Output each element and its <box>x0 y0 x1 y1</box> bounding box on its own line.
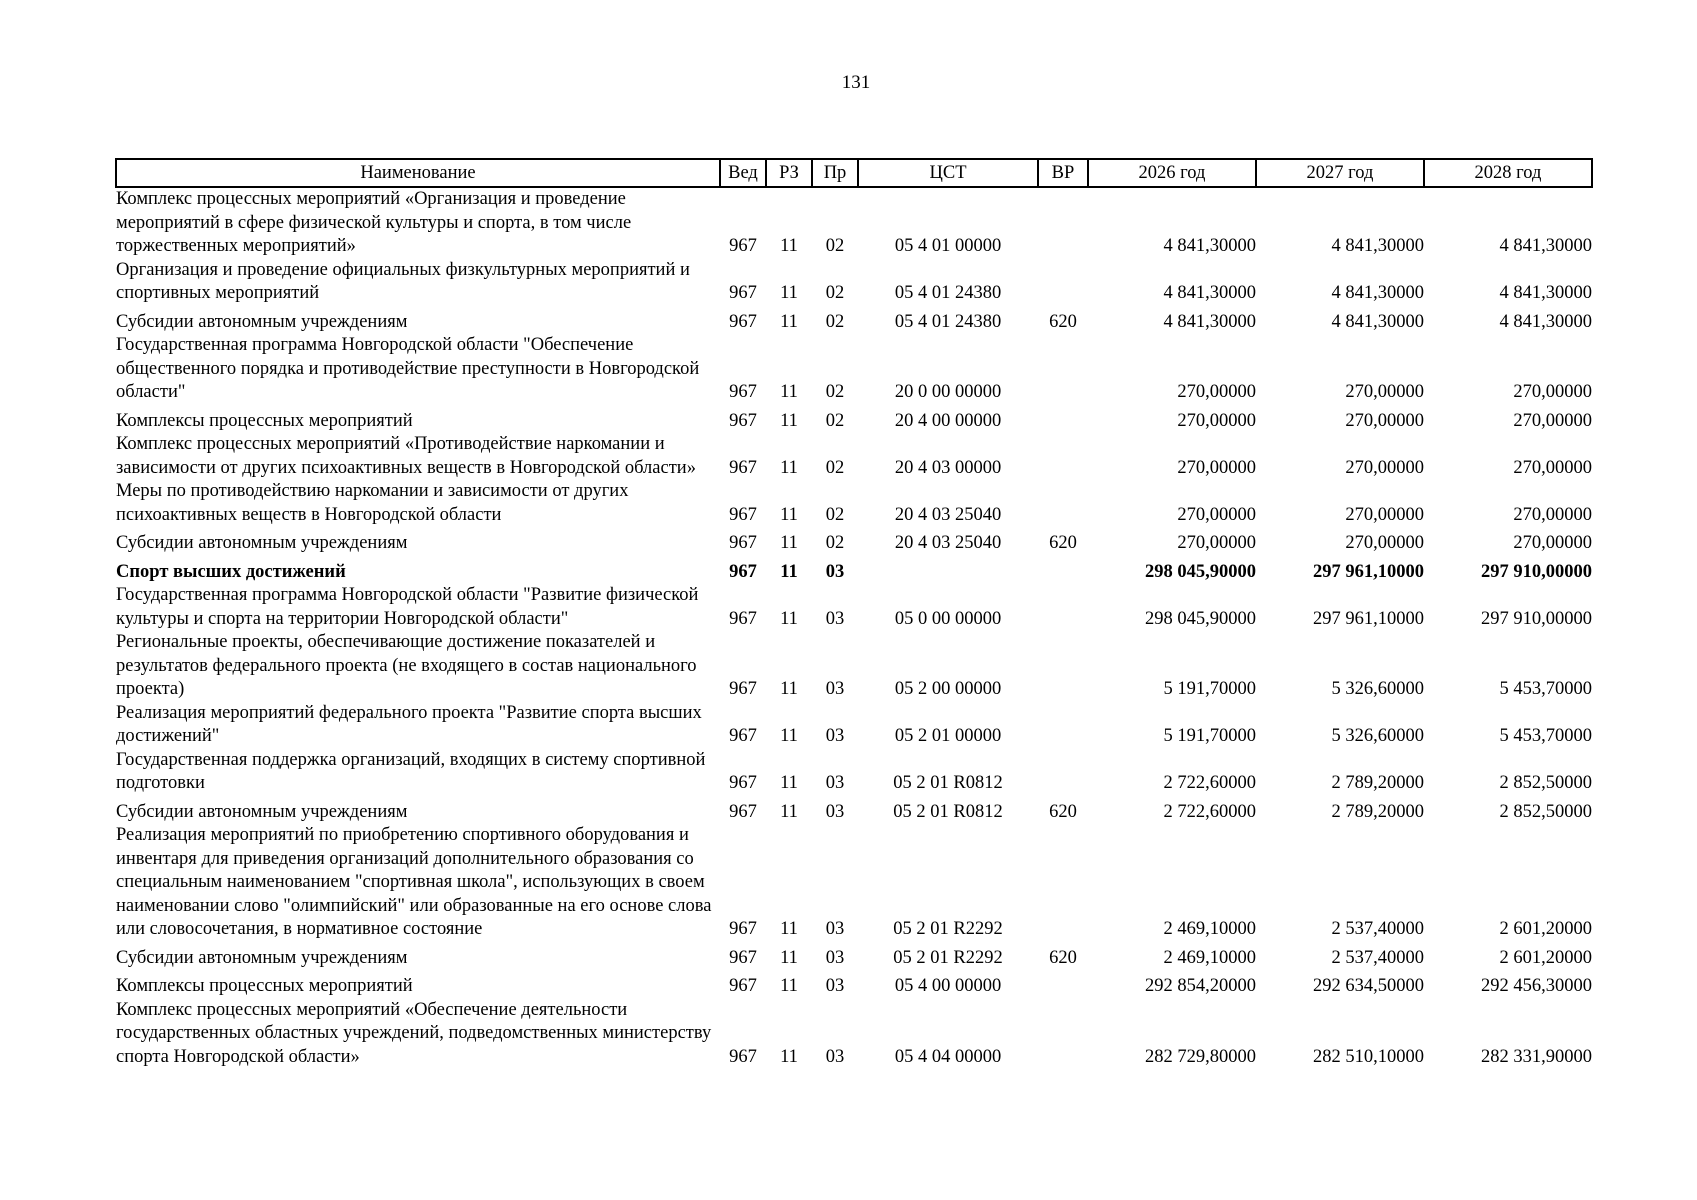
cell-cst: 05 4 01 24380 <box>894 283 1002 303</box>
table-row <box>116 259 1592 306</box>
cell-2028: 270,00000 <box>1513 504 1592 525</box>
cell-rz: 11 <box>780 311 798 332</box>
table-row <box>116 433 1592 480</box>
cell-ved: 967 <box>729 679 757 699</box>
cell-2026: 2 722,60000 <box>1163 801 1256 822</box>
budget-table <box>115 158 1593 1069</box>
cell-cst: 05 2 01 00000 <box>894 726 1002 746</box>
cell-2028: 282 331,90000 <box>1481 1046 1592 1067</box>
cell-2026: 4 841,30000 <box>1163 236 1256 256</box>
cell-2027: 2 537,40000 <box>1331 919 1424 939</box>
cell-ved: 967 <box>729 919 757 939</box>
cell-rz: 11 <box>780 504 798 525</box>
cell-2028: 5 453,70000 <box>1499 679 1592 699</box>
cell-cst: 20 0 00 00000 <box>894 382 1002 402</box>
cell-rz: 11 <box>780 410 798 431</box>
table-row <box>116 405 1592 434</box>
cell-2028: 270,00000 <box>1513 457 1592 478</box>
cell-name: Меры по противодействию наркомании и зависимости от других психоактивных веществ в Новгородской области <box>116 481 629 525</box>
cell-2027: 270,00000 <box>1345 382 1424 402</box>
cell-2027: 297 961,10000 <box>1313 608 1424 629</box>
cell-name: Субсидии автономным учреждениям <box>116 311 408 332</box>
cell-pr: 02 <box>825 533 845 553</box>
cell-rz: 11 <box>780 726 798 746</box>
cell-pr: 02 <box>825 457 845 478</box>
cell-2028: 2 852,50000 <box>1499 773 1592 793</box>
cell-2028: 297 910,00000 <box>1481 608 1592 629</box>
cell-cst: 05 2 01 R2292 <box>893 947 1003 968</box>
cell-2027: 2 537,40000 <box>1331 947 1424 968</box>
cell-rz: 11 <box>780 773 798 793</box>
cell-2028: 4 841,30000 <box>1499 311 1592 332</box>
cell-name: Организация и проведение официальных физкультурных мероприятий и спортивных мероприятий <box>116 259 690 303</box>
cell-2026: 4 841,30000 <box>1163 311 1256 332</box>
header-2028: 2028 год <box>1424 159 1592 187</box>
cell-pr: 02 <box>825 382 845 402</box>
cell-2026: 270,00000 <box>1177 410 1256 431</box>
header-2027: 2027 год <box>1256 159 1424 187</box>
cell-vr: 620 <box>1049 947 1077 968</box>
cell-rz: 11 <box>780 947 798 968</box>
cell-ved: 967 <box>729 773 757 793</box>
cell-name: Государственная программа Новгородской области "Развитие физической культуры и спорта на территории Новгородской области" <box>116 585 699 629</box>
cell-name: Государственная поддержка организаций, входящих в систему спортивной подготовки <box>116 749 706 793</box>
cell-2026: 270,00000 <box>1177 457 1256 478</box>
cell-name: Комплекс процессных мероприятий «Организация и проведение мероприятий в сфере физической культуры и спорта, в том числе торжественных мероприятий» <box>116 189 632 256</box>
cell-2027: 270,00000 <box>1345 533 1424 553</box>
cell-name: Спорт высших достижений <box>116 561 346 582</box>
cell-cst: 05 4 01 24380 <box>894 311 1002 332</box>
cell-name: Реализация мероприятий по приобретению спортивного оборудования и инвентаря для приведения организаций дополнительного образования со специальным наименованием "спортивная школа", использующих в своем наименовании слово "олимпийский" или образованные на его основе слова или словосочетания, в нормативное состояние <box>116 825 712 939</box>
cell-pr: 02 <box>825 410 845 431</box>
cell-2026: 5 191,70000 <box>1163 726 1256 746</box>
cell-name: Субсидии автономным учреждениям <box>116 533 408 553</box>
cell-vr <box>1038 259 1088 306</box>
cell-rz: 11 <box>780 236 798 256</box>
page-number: 131 <box>841 72 871 93</box>
cell-vr <box>1038 702 1088 749</box>
cell-2028: 5 453,70000 <box>1499 726 1592 746</box>
cell-2028: 4 841,30000 <box>1499 283 1592 303</box>
cell-2027: 4 841,30000 <box>1331 283 1424 303</box>
table-row <box>116 702 1592 749</box>
cell-pr: 02 <box>825 311 845 332</box>
cell-cst: 20 4 03 25040 <box>894 533 1002 553</box>
cell-cst: 05 2 01 R0812 <box>893 773 1003 793</box>
cell-pr: 03 <box>825 801 845 822</box>
cell-vr <box>1038 584 1088 631</box>
cell-vr <box>1038 824 1088 942</box>
table-row <box>116 970 1592 999</box>
cell-2027: 5 326,60000 <box>1331 679 1424 699</box>
cell-pr: 03 <box>825 773 845 793</box>
cell-ved: 967 <box>729 726 757 746</box>
cell-name: Комплексы процессных мероприятий <box>116 410 413 431</box>
table-row <box>116 796 1592 825</box>
cell-vr <box>1038 187 1088 259</box>
cell-cst: 05 2 01 R2292 <box>893 919 1003 939</box>
header-ved: Вед <box>720 159 766 187</box>
cell-pr: 02 <box>825 236 845 256</box>
cell-name: Реализация мероприятий федерального проекта "Развитие спорта высших достижений" <box>116 702 702 746</box>
cell-name: Комплекс процессных мероприятий «Обеспечение деятельности государственных областных учреждений, подведомственных министерству спорта Новгородской области» <box>116 999 712 1067</box>
table-row <box>116 187 1592 259</box>
cell-pr: 03 <box>825 726 845 746</box>
cell-2028: 2 852,50000 <box>1499 801 1592 822</box>
cell-2026: 270,00000 <box>1177 533 1256 553</box>
cell-vr <box>1038 556 1088 585</box>
cell-cst: 05 4 00 00000 <box>894 976 1002 996</box>
cell-ved: 967 <box>729 236 757 256</box>
table-row <box>116 334 1592 405</box>
table-row <box>116 306 1592 335</box>
cell-rz: 11 <box>780 382 798 402</box>
cell-ved: 967 <box>729 976 757 996</box>
cell-2028: 297 910,00000 <box>1481 561 1592 582</box>
cell-2027: 292 634,50000 <box>1313 976 1424 996</box>
cell-pr: 02 <box>825 504 845 525</box>
cell-cst <box>858 556 1038 585</box>
table-row <box>116 824 1592 942</box>
cell-pr: 03 <box>825 1046 845 1067</box>
cell-2027: 270,00000 <box>1345 457 1424 478</box>
cell-ved: 967 <box>729 561 757 582</box>
table-row <box>116 631 1592 702</box>
cell-vr <box>1038 480 1088 527</box>
cell-vr: 620 <box>1049 311 1077 332</box>
table-row <box>116 942 1592 971</box>
cell-name: Субсидии автономным учреждениям <box>116 947 408 968</box>
table-row <box>116 999 1592 1070</box>
cell-cst: 05 4 04 00000 <box>894 1046 1002 1067</box>
header-pr: Пр <box>812 159 858 187</box>
cell-rz: 11 <box>780 561 798 582</box>
cell-2028: 2 601,20000 <box>1499 947 1592 968</box>
cell-rz: 11 <box>780 679 798 699</box>
cell-cst: 05 0 00 00000 <box>894 608 1002 629</box>
cell-ved: 967 <box>729 947 757 968</box>
cell-pr: 03 <box>825 561 845 582</box>
header-2026: 2026 год <box>1088 159 1256 187</box>
cell-pr: 03 <box>825 919 845 939</box>
cell-vr: 620 <box>1049 533 1077 553</box>
cell-rz: 11 <box>780 919 798 939</box>
cell-2027: 2 789,20000 <box>1331 773 1424 793</box>
cell-2026: 282 729,80000 <box>1145 1046 1256 1067</box>
cell-2026: 2 722,60000 <box>1163 773 1256 793</box>
cell-pr: 03 <box>825 947 845 968</box>
cell-2026: 292 854,20000 <box>1145 976 1256 996</box>
cell-name: Комплексы процессных мероприятий <box>116 976 413 996</box>
cell-rz: 11 <box>780 1046 798 1067</box>
cell-vr <box>1038 749 1088 796</box>
cell-rz: 11 <box>780 283 798 303</box>
cell-name: Комплекс процессных мероприятий «Противодействие наркомании и зависимости от других психоактивных веществ в Новгородской области» <box>116 434 696 478</box>
cell-vr <box>1038 334 1088 405</box>
cell-2026: 270,00000 <box>1177 504 1256 525</box>
cell-2026: 298 045,90000 <box>1145 561 1256 582</box>
cell-2027: 297 961,10000 <box>1313 561 1424 582</box>
cell-ved: 967 <box>729 311 757 332</box>
cell-cst: 20 4 00 00000 <box>894 410 1002 431</box>
cell-2026: 4 841,30000 <box>1163 283 1256 303</box>
cell-2027: 270,00000 <box>1345 504 1424 525</box>
cell-cst: 05 2 01 R0812 <box>893 801 1003 822</box>
cell-2028: 292 456,30000 <box>1481 976 1592 996</box>
cell-2027: 4 841,30000 <box>1331 311 1424 332</box>
cell-pr: 03 <box>825 679 845 699</box>
table-header-row <box>116 159 1592 187</box>
cell-cst: 05 4 01 00000 <box>894 236 1002 256</box>
cell-2026: 270,00000 <box>1177 382 1256 402</box>
table-row-section <box>116 556 1592 585</box>
cell-2028: 4 841,30000 <box>1499 236 1592 256</box>
cell-vr <box>1038 970 1088 999</box>
cell-ved: 967 <box>729 283 757 303</box>
cell-2028: 2 601,20000 <box>1499 919 1592 939</box>
cell-2026: 298 045,90000 <box>1145 608 1256 629</box>
header-cst: ЦСТ <box>858 159 1038 187</box>
cell-rz: 11 <box>780 533 798 553</box>
cell-2026: 5 191,70000 <box>1163 679 1256 699</box>
cell-rz: 11 <box>780 801 798 822</box>
table-row <box>116 480 1592 527</box>
cell-rz: 11 <box>780 976 798 996</box>
table-row <box>116 749 1592 796</box>
cell-vr <box>1038 631 1088 702</box>
cell-pr: 02 <box>825 283 845 303</box>
cell-2027: 282 510,10000 <box>1313 1046 1424 1067</box>
cell-name: Государственная программа Новгородской области "Обеспечение общественного порядка и противодействие преступности в Новгородской области" <box>116 335 700 402</box>
cell-vr <box>1038 405 1088 434</box>
header-vr: ВР <box>1038 159 1088 187</box>
cell-ved: 967 <box>729 457 757 478</box>
header-name: Наименование <box>116 159 720 187</box>
cell-2026: 2 469,10000 <box>1163 919 1256 939</box>
cell-ved: 967 <box>729 410 757 431</box>
cell-2028: 270,00000 <box>1513 382 1592 402</box>
cell-ved: 967 <box>729 608 757 629</box>
cell-pr: 03 <box>825 608 845 629</box>
cell-2028: 270,00000 <box>1513 533 1592 553</box>
cell-2027: 5 326,60000 <box>1331 726 1424 746</box>
cell-rz: 11 <box>780 457 798 478</box>
cell-2027: 270,00000 <box>1345 410 1424 431</box>
cell-name: Субсидии автономным учреждениям <box>116 801 408 822</box>
cell-2026: 2 469,10000 <box>1163 947 1256 968</box>
cell-ved: 967 <box>729 533 757 553</box>
cell-cst: 05 2 00 00000 <box>894 679 1002 699</box>
cell-vr <box>1038 999 1088 1070</box>
cell-pr: 03 <box>825 976 845 996</box>
cell-vr <box>1038 433 1088 480</box>
cell-2027: 4 841,30000 <box>1331 236 1424 256</box>
cell-ved: 967 <box>729 1046 757 1067</box>
table-row <box>116 527 1592 556</box>
cell-cst: 20 4 03 00000 <box>894 457 1002 478</box>
cell-ved: 967 <box>729 504 757 525</box>
cell-rz: 11 <box>780 608 798 629</box>
cell-2027: 2 789,20000 <box>1331 801 1424 822</box>
header-rz: РЗ <box>766 159 812 187</box>
cell-name: Региональные проекты, обеспечивающие достижение показателей и результатов федерального проекта (не входящего в состав национального проекта) <box>116 632 697 699</box>
cell-vr: 620 <box>1049 801 1077 822</box>
cell-cst: 20 4 03 25040 <box>894 504 1002 525</box>
cell-ved: 967 <box>729 801 757 822</box>
cell-2028: 270,00000 <box>1513 410 1592 431</box>
cell-ved: 967 <box>729 382 757 402</box>
table-row <box>116 584 1592 631</box>
